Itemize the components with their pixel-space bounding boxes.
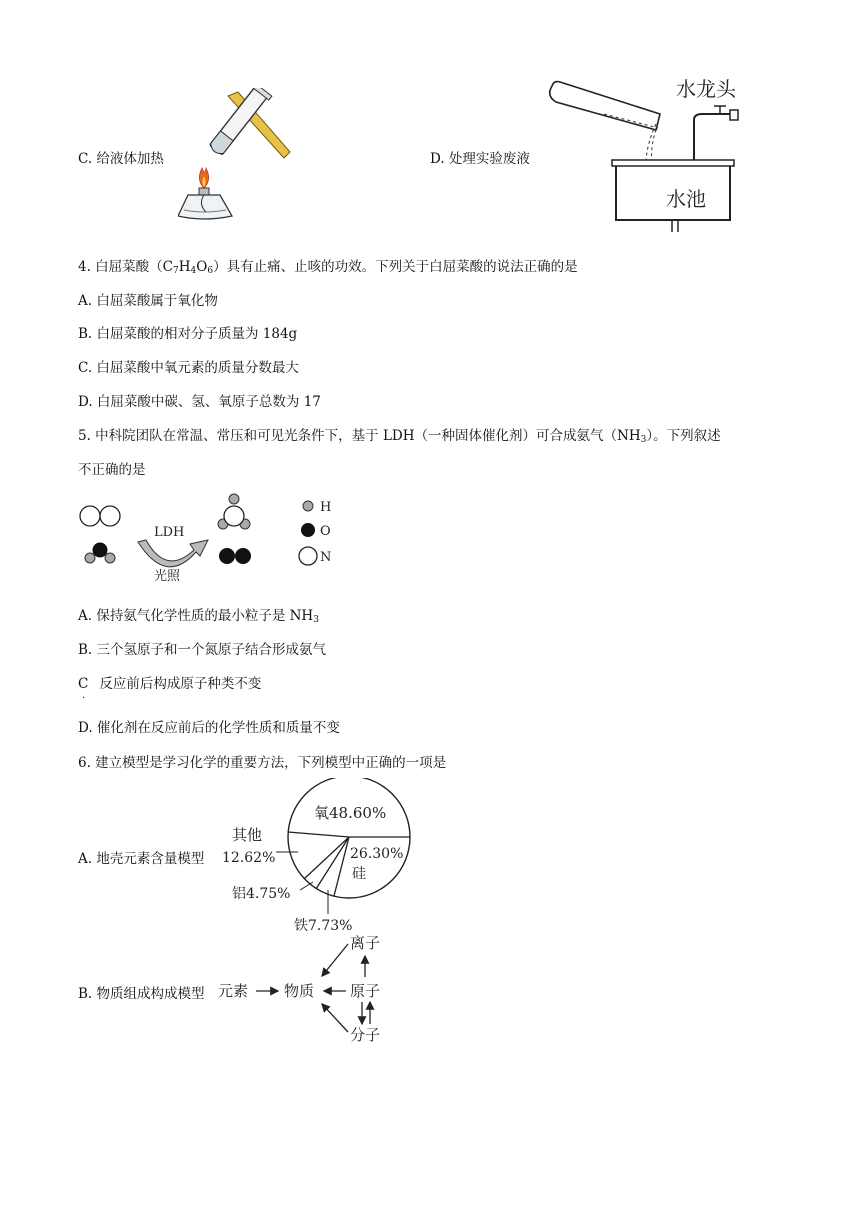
pie-label-oxygen: 氧48.60%	[314, 804, 387, 822]
pie-label-other-value: 12.62%	[222, 850, 276, 866]
q4-stem: 4. 白屈菜酸$(C_7H_4O_6)$具有止痛、止咳的功效。下列关于白屈菜酸的说法正确的是	[78, 259, 578, 276]
q4-option-d: D. 白屈菜酸中碳、氢、氧原子总数为 17	[78, 394, 321, 410]
pie-label-iron: 铁7.73%	[294, 918, 353, 934]
model-molecule: 分子	[350, 1026, 381, 1044]
condition-label: 光照	[154, 569, 181, 584]
legend-o-label: O	[320, 524, 331, 539]
legend-n-label: N	[320, 550, 332, 565]
q4-option-b: B. 白屈菜酸的相对分子质量为 184g	[78, 326, 298, 342]
q6-option-a: A. 地壳元素含量模型	[78, 851, 205, 867]
q5-stem-line2: 不正确的是	[78, 462, 146, 478]
n2-atom-left	[80, 506, 100, 526]
model-substance: 物质	[284, 982, 315, 1000]
pie-label-silicon-value: 26.30%	[350, 846, 404, 862]
o2-atom-right	[235, 548, 251, 564]
legend-h-symbol	[303, 501, 313, 511]
arrow-molecule-to-substance	[322, 1004, 348, 1032]
arrow-ion-to-substance	[322, 944, 348, 976]
n2-atom-right	[100, 506, 120, 526]
legend-n-symbol	[299, 547, 317, 565]
legend-o-symbol	[301, 523, 315, 537]
legend-h-label: H	[320, 500, 332, 515]
leader-aluminum	[300, 882, 313, 890]
q5-option-d: D. 催化剂在反应前后的化学性质和质量不变	[78, 720, 340, 736]
substance-composition-model	[218, 932, 398, 1044]
h2o-oxygen	[93, 543, 107, 557]
h2o-hydrogen-right	[105, 553, 115, 563]
stray-dot: .	[82, 690, 86, 701]
reaction-arrow	[138, 540, 208, 567]
o2-atom-left	[219, 548, 235, 564]
crust-element-pie-chart	[214, 778, 414, 938]
nh3-nitrogen	[224, 506, 244, 526]
q4-option-c: C. 白屈菜酸中氧元素的质量分数最大	[78, 360, 299, 376]
pie-label-other-name: 其他	[232, 826, 263, 844]
q6-stem: 6. 建立模型是学习化学的重要方法，下列模型中正确的一项是	[78, 755, 447, 771]
q5-option-b: B. 三个氢原子和一个氮原子结合形成氨气	[78, 642, 327, 658]
q3-option-d: D. 处理实验废液	[430, 151, 530, 167]
nh3-hydrogen-top	[229, 494, 239, 504]
q5-option-c: C . 反应前后构成原子种类不变	[78, 676, 262, 701]
model-element: 元素	[218, 982, 249, 1000]
model-atom: 原子	[350, 982, 381, 1000]
ammonia-synthesis-diagram	[76, 490, 346, 586]
h2o-hydrogen-left	[85, 553, 95, 563]
pie-label-aluminum: 铝4.75%	[232, 886, 291, 902]
pie-label-silicon-name: 硅	[352, 866, 366, 882]
q5-option-a: A. 保持氨气化学性质的最小粒子是 $NH_3$	[78, 608, 319, 625]
q5-stem-line1: 5. 中科院团队在常温、常压和可见光条件下，基于 LDH（一种固体催化剂）可合成氨气$(NH_3)$。下列叙述	[78, 428, 721, 445]
catalyst-label: LDH	[154, 525, 185, 540]
sink-label: 水池	[666, 187, 706, 211]
q6-option-b: B. 物质组成构成模型	[78, 986, 205, 1002]
q4-option-a: A. 白屈菜酸属于氧化物	[78, 293, 218, 309]
heating-liquid-illustration	[178, 88, 298, 224]
model-ion: 离子	[350, 934, 381, 952]
waste-liquid-illustration	[544, 74, 750, 234]
q3-option-c: C. 给液体加热	[78, 151, 164, 167]
faucet-label: 水龙头	[676, 77, 736, 101]
